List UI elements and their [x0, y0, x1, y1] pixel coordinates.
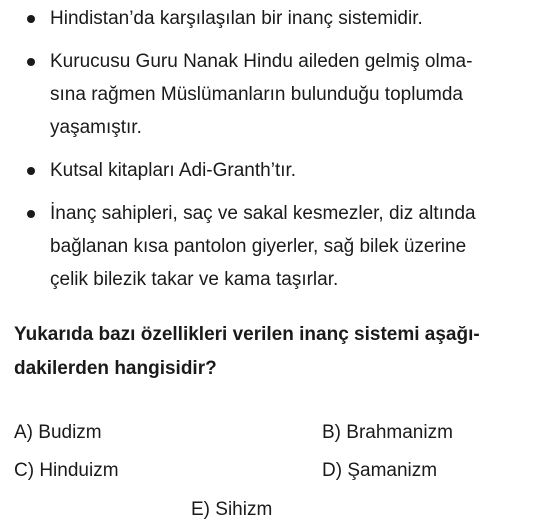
- clue-item: [0, 45, 490, 144]
- clue-item: [0, 2, 540, 35]
- bullet-dot-icon: [27, 58, 35, 66]
- clue-text: Kurucusu Guru Nanak Hindu aileden gelmiş olma-sına rağmen Müslümanların bulunduğu toplumda yaşamıştır.: [50, 51, 473, 138]
- option-e[interactable]: E) Sihizm: [191, 499, 273, 520]
- clue-item: [0, 197, 495, 296]
- clue-item: [0, 154, 540, 187]
- clue-text: Hindistan’da karşılaşılan bir inanç sistemidir.: [50, 8, 423, 29]
- option-b[interactable]: B) Brahmanizm: [322, 422, 453, 443]
- question-stem: Yukarıda bazı özellikleri verilen inanç sistemi aşağı-dakilerden hangisidir?: [14, 324, 480, 379]
- option-c[interactable]: C) Hinduizm: [14, 460, 119, 481]
- clue-text: İnanç sahipleri, saç ve sakal kesmezler, diz altında bağlanan kısa pantolon giyerler, sağ bilek üzerine çelik bilezik takar ve kama taşırlar.: [50, 203, 476, 290]
- bullet-dot-icon: [27, 167, 35, 175]
- bullet-dot-icon: [27, 15, 35, 23]
- clue-text: Kutsal kitapları Adi-Granth’tır.: [50, 160, 297, 181]
- option-d[interactable]: D) Şamanizm: [322, 460, 438, 481]
- option-a[interactable]: A) Budizm: [14, 422, 102, 443]
- bullet-dot-icon: [27, 210, 35, 218]
